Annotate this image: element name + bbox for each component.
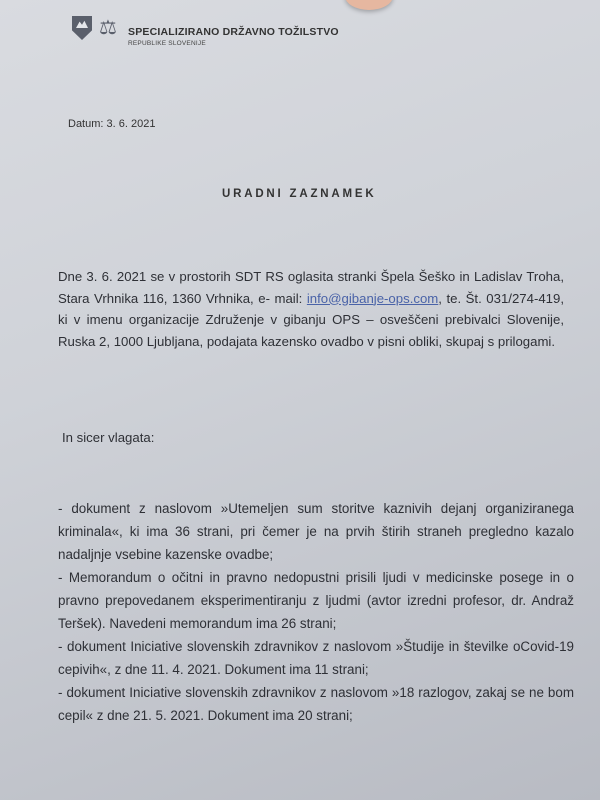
- list-item: - dokument z naslovom »Utemeljen sum storitve kaznivih dejanj organiziranega kriminala«, ki ima 36 strani, pri čemer je na prvih štirih straneh pregledno kazalo nadaljnje vsebine kazenske ovadbe;: [58, 501, 574, 562]
- document-title: URADNI ZAZNAMEK: [222, 188, 377, 200]
- organization: [128, 26, 339, 47]
- organization-name: SPECIALIZIRANO DRŽAVNO TOŽILSTVO: [128, 26, 339, 38]
- paragraph-text-1: Dne 3. 6. 2021 se v prostorih SDT RS oglasita stranki Špela Šeško in Ladislav Troha, Stara Vrhnika 116, 1360 Vrhnika, e- mail:: [58, 269, 564, 306]
- coat-of-arms-icon: [72, 16, 92, 40]
- paragraph-text-2: , te. Št. 031/274-419, ki v imenu organizacije Združenje v gibanju OPS – osveščeni prebivalci Slovenije, Ruska 2, 1000 Ljubljana, podajata kazensko ovadbo v pisni obliki, skupaj s prilogami.: [58, 290, 565, 349]
- organization-subtitle: REPUBLIKE SLOVENIJE: [128, 40, 206, 47]
- crest-group: [72, 16, 118, 40]
- list-item: - dokument Iniciative slovenskih zdravnikov z naslovom »Študije in številke oCovid-19 cepivih«, z dne 11. 4. 2021. Dokument ima 11 strani;: [58, 639, 574, 677]
- list-item: - Memorandum o očitni in pravno nedopustni prisili ljudi v medicinske posege in o pravno prepovedanem eksperimentiranju z ljudmi (avtor izredni profesor, dr. Andraž Teršek). Navedeni memorandum ima 26 strani;: [58, 570, 574, 631]
- letterhead: [72, 16, 339, 47]
- attachments-list: [58, 497, 574, 727]
- document-date: Datum: 3. 6. 2021: [68, 118, 156, 130]
- intro-line: In sicer vlagata:: [62, 430, 155, 445]
- scales-of-justice-icon: ⚖: [99, 17, 117, 39]
- list-item: - dokument Iniciative slovenskih zdravnikov z naslovom »18 razlogov, zakaj se ne bom cepil« z dne 21. 5. 2021. Dokument ima 20 strani;: [58, 685, 574, 723]
- main-paragraph: [58, 266, 564, 352]
- finger-edge: [345, 0, 393, 10]
- email-link[interactable]: info@gibanje-ops.com: [306, 290, 439, 306]
